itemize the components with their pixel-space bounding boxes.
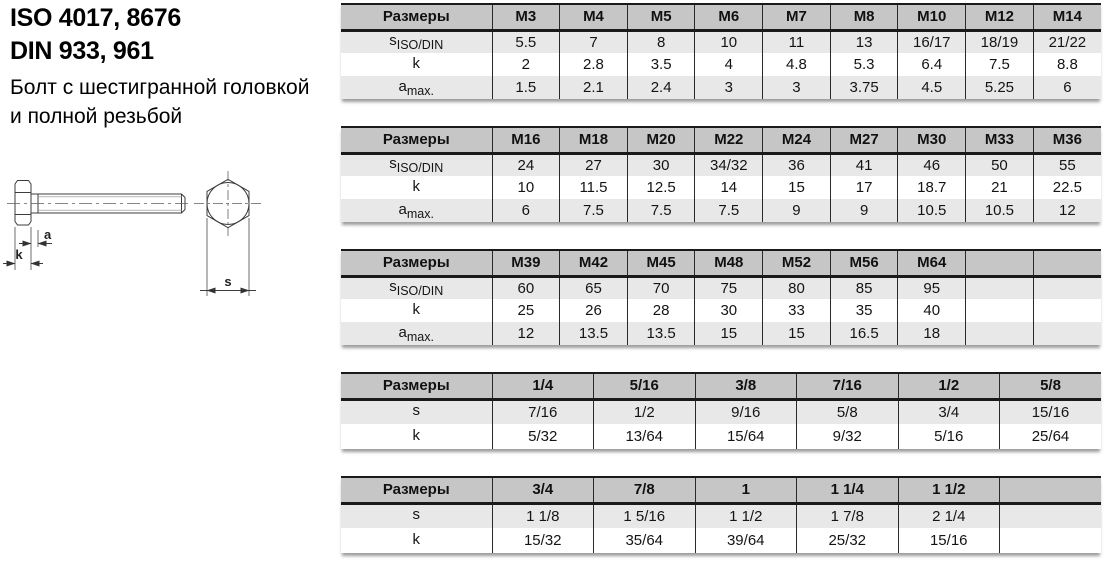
value-cell: 85 — [830, 276, 898, 299]
value-cell: 3 — [763, 76, 831, 99]
value-cell — [1033, 276, 1101, 299]
value-cell: 5.25 — [966, 76, 1034, 99]
column-header: M5 — [627, 4, 695, 30]
column-header: 1 — [695, 477, 797, 503]
value-cell: 4.8 — [763, 53, 831, 76]
value-cell: 46 — [898, 153, 966, 176]
value-cell: 5.5 — [492, 30, 560, 53]
value-cell: 35/64 — [594, 528, 696, 553]
row-label — [341, 399, 492, 424]
dimension-table-1 — [341, 3, 1101, 99]
value-cell: 65 — [560, 276, 628, 299]
row-label — [341, 276, 492, 299]
row-label-subscript: ISO/DIN — [396, 161, 444, 176]
column-header: M16 — [492, 127, 560, 153]
value-cell: 15/16 — [898, 528, 1000, 553]
value-cell: 15 — [763, 176, 831, 199]
value-cell: 2.4 — [627, 76, 695, 99]
column-header — [966, 250, 1034, 276]
value-cell: 25/64 — [1000, 424, 1102, 449]
row-label-subscript: ISO/DIN — [396, 38, 444, 53]
row-label — [341, 153, 492, 176]
table-corner-header: Размеры — [341, 4, 492, 30]
row-label-base: s — [412, 402, 420, 420]
row-label-base: a — [398, 200, 407, 218]
dim-a-label: a — [44, 227, 52, 242]
value-cell: 39/64 — [695, 528, 797, 553]
column-header: M4 — [560, 4, 628, 30]
bolt-end-view — [194, 171, 262, 296]
value-cell: 7/16 — [492, 399, 594, 424]
value-cell: 1 1/8 — [492, 503, 594, 528]
bolt-side-view — [3, 181, 192, 271]
value-cell: 1 7/8 — [797, 503, 899, 528]
value-cell: 13/64 — [594, 424, 696, 449]
column-header: M8 — [830, 4, 898, 30]
row-label-base: s — [389, 155, 397, 173]
row-label-subscript: max. — [406, 206, 434, 221]
table-row — [341, 153, 1101, 176]
column-header: M12 — [966, 4, 1034, 30]
row-label — [341, 299, 492, 322]
column-header: M39 — [492, 250, 560, 276]
value-cell: 13 — [830, 30, 898, 53]
value-cell: 30 — [627, 153, 695, 176]
value-cell: 5/32 — [492, 424, 594, 449]
value-cell: 18.7 — [898, 176, 966, 199]
row-label-base: k — [412, 426, 420, 444]
column-header: M52 — [763, 250, 831, 276]
value-cell: 14 — [695, 176, 763, 199]
table-row — [341, 176, 1101, 199]
column-header: M33 — [966, 127, 1034, 153]
value-cell: 5.3 — [830, 53, 898, 76]
value-cell — [1033, 322, 1101, 345]
column-header: M56 — [830, 250, 898, 276]
value-cell: 36 — [763, 153, 831, 176]
column-header: 3/4 — [492, 477, 594, 503]
table-row — [341, 503, 1101, 528]
bolt-technical-drawing — [0, 158, 300, 316]
value-cell: 33 — [763, 299, 831, 322]
table-row — [341, 424, 1101, 449]
value-cell: 17 — [830, 176, 898, 199]
value-cell: 15/64 — [695, 424, 797, 449]
value-cell: 7 — [560, 30, 628, 53]
value-cell: 5/16 — [898, 424, 1000, 449]
value-cell: 1.5 — [492, 76, 560, 99]
value-cell: 7.5 — [560, 199, 628, 222]
row-label-base: k — [412, 530, 420, 548]
dimension-table-5 — [341, 476, 1101, 553]
value-cell: 9/16 — [695, 399, 797, 424]
value-cell: 2 1/4 — [898, 503, 1000, 528]
value-cell: 2.8 — [560, 53, 628, 76]
row-label-subscript: max. — [406, 83, 434, 98]
value-cell: 15/16 — [1000, 399, 1102, 424]
row-label-base: k — [412, 300, 420, 318]
value-cell: 10.5 — [898, 199, 966, 222]
value-cell: 18 — [898, 322, 966, 345]
value-cell: 9/32 — [797, 424, 899, 449]
value-cell: 70 — [627, 276, 695, 299]
row-label-base: a — [398, 77, 407, 95]
column-header: 5/8 — [1000, 373, 1102, 399]
value-cell: 6 — [1033, 76, 1101, 99]
row-label — [341, 503, 492, 528]
value-cell: 10 — [492, 176, 560, 199]
column-header: M27 — [830, 127, 898, 153]
value-cell: 15 — [695, 322, 763, 345]
column-header: M7 — [763, 4, 831, 30]
value-cell: 24 — [492, 153, 560, 176]
row-label-base: k — [412, 177, 420, 195]
standard-title-iso: ISO 4017, 8676 — [10, 4, 181, 32]
column-header: 1 1/2 — [898, 477, 1000, 503]
value-cell: 3 — [695, 76, 763, 99]
bolt-head-outline — [15, 181, 31, 226]
value-cell: 28 — [627, 299, 695, 322]
value-cell — [966, 299, 1034, 322]
column-header: M18 — [560, 127, 628, 153]
table-row — [341, 399, 1101, 424]
table-corner-header: Размеры — [341, 477, 492, 503]
column-header: M42 — [560, 250, 628, 276]
value-cell: 4.5 — [898, 76, 966, 99]
dim-s-label: s — [224, 274, 232, 289]
dimension-table-4 — [341, 372, 1101, 449]
column-header: M20 — [627, 127, 695, 153]
value-cell — [966, 322, 1034, 345]
value-cell: 50 — [966, 153, 1034, 176]
row-label-base: s — [389, 32, 397, 50]
table-row — [341, 322, 1101, 345]
row-label-subscript: max. — [406, 329, 434, 344]
value-cell: 8 — [627, 30, 695, 53]
row-label-base: s — [389, 278, 397, 296]
value-cell: 40 — [898, 299, 966, 322]
value-cell: 16.5 — [830, 322, 898, 345]
value-cell: 25 — [492, 299, 560, 322]
value-cell: 22.5 — [1033, 176, 1101, 199]
column-header — [1033, 250, 1101, 276]
column-header: 7/16 — [797, 373, 899, 399]
table-row — [341, 30, 1101, 53]
dim-k-label: k — [15, 247, 23, 262]
value-cell: 13.5 — [560, 322, 628, 345]
value-cell — [1000, 528, 1102, 553]
value-cell: 2 — [492, 53, 560, 76]
table-row — [341, 276, 1101, 299]
value-cell: 34/32 — [695, 153, 763, 176]
value-cell: 7.5 — [695, 199, 763, 222]
table-corner-header: Размеры — [341, 373, 492, 399]
column-header: M3 — [492, 4, 560, 30]
value-cell: 1 5/16 — [594, 503, 696, 528]
value-cell: 3/4 — [898, 399, 1000, 424]
table-row — [341, 528, 1101, 553]
value-cell — [1033, 299, 1101, 322]
value-cell — [966, 276, 1034, 299]
column-header: 1/4 — [492, 373, 594, 399]
value-cell: 21 — [966, 176, 1034, 199]
value-cell: 55 — [1033, 153, 1101, 176]
row-label — [341, 424, 492, 449]
standard-title-din: DIN 933, 961 — [10, 37, 154, 65]
value-cell: 7.5 — [966, 53, 1034, 76]
value-cell: 10.5 — [966, 199, 1034, 222]
value-cell: 6 — [492, 199, 560, 222]
value-cell: 27 — [560, 153, 628, 176]
table-corner-header: Размеры — [341, 127, 492, 153]
row-label-subscript: ISO/DIN — [396, 284, 444, 299]
value-cell: 60 — [492, 276, 560, 299]
row-label — [341, 528, 492, 553]
row-label-base: k — [412, 54, 420, 72]
column-header: M24 — [763, 127, 831, 153]
value-cell: 10 — [695, 30, 763, 53]
value-cell: 26 — [560, 299, 628, 322]
column-header: M48 — [695, 250, 763, 276]
title-block — [10, 2, 340, 131]
value-cell: 15/32 — [492, 528, 594, 553]
value-cell: 16/17 — [898, 30, 966, 53]
value-cell: 35 — [830, 299, 898, 322]
table-row — [341, 299, 1101, 322]
value-cell: 9 — [763, 199, 831, 222]
table-corner-header: Размеры — [341, 250, 492, 276]
column-header: M22 — [695, 127, 763, 153]
value-cell: 15 — [763, 322, 831, 345]
value-cell: 1/2 — [594, 399, 696, 424]
value-cell: 3.5 — [627, 53, 695, 76]
row-label-base: s — [412, 506, 420, 524]
row-label — [341, 53, 492, 76]
row-label-base: a — [398, 323, 407, 341]
column-header: M30 — [898, 127, 966, 153]
column-header: 1/2 — [898, 373, 1000, 399]
column-header: 5/16 — [594, 373, 696, 399]
value-cell: 11 — [763, 30, 831, 53]
row-label — [341, 30, 492, 53]
value-cell: 25/32 — [797, 528, 899, 553]
value-cell: 12.5 — [627, 176, 695, 199]
value-cell: 1 1/2 — [695, 503, 797, 528]
column-header: M36 — [1033, 127, 1101, 153]
column-header: 3/8 — [695, 373, 797, 399]
table-row — [341, 76, 1101, 99]
value-cell: 41 — [830, 153, 898, 176]
row-label — [341, 199, 492, 222]
table-row — [341, 199, 1101, 222]
value-cell: 6.4 — [898, 53, 966, 76]
row-label — [341, 322, 492, 345]
column-header: M6 — [695, 4, 763, 30]
column-header: M14 — [1033, 4, 1101, 30]
value-cell: 12 — [1033, 199, 1101, 222]
value-cell: 21/22 — [1033, 30, 1101, 53]
tables-region — [341, 3, 1101, 580]
value-cell: 75 — [695, 276, 763, 299]
value-cell — [1000, 503, 1102, 528]
description-line-2: и полной резьбой — [10, 105, 183, 128]
value-cell: 11.5 — [560, 176, 628, 199]
value-cell: 18/19 — [966, 30, 1034, 53]
value-cell: 4 — [695, 53, 763, 76]
column-header: M64 — [898, 250, 966, 276]
column-header: M10 — [898, 4, 966, 30]
value-cell: 2.1 — [560, 76, 628, 99]
bolt-drawing-svg — [0, 158, 300, 316]
value-cell: 13.5 — [627, 322, 695, 345]
value-cell: 9 — [830, 199, 898, 222]
table-row — [341, 53, 1101, 76]
value-cell: 8.8 — [1033, 53, 1101, 76]
value-cell: 5/8 — [797, 399, 899, 424]
value-cell: 7.5 — [627, 199, 695, 222]
value-cell: 95 — [898, 276, 966, 299]
value-cell: 80 — [763, 276, 831, 299]
value-cell: 30 — [695, 299, 763, 322]
row-label — [341, 176, 492, 199]
dimension-table-3 — [341, 249, 1101, 345]
value-cell: 12 — [492, 322, 560, 345]
dimension-table-2 — [341, 126, 1101, 222]
column-header: 1 1/4 — [797, 477, 899, 503]
description-line-1: Болт с шестигранной головкой — [10, 76, 310, 99]
row-label — [341, 76, 492, 99]
column-header: M45 — [627, 250, 695, 276]
value-cell: 3.75 — [830, 76, 898, 99]
column-header — [1000, 477, 1102, 503]
column-header: 7/8 — [594, 477, 696, 503]
